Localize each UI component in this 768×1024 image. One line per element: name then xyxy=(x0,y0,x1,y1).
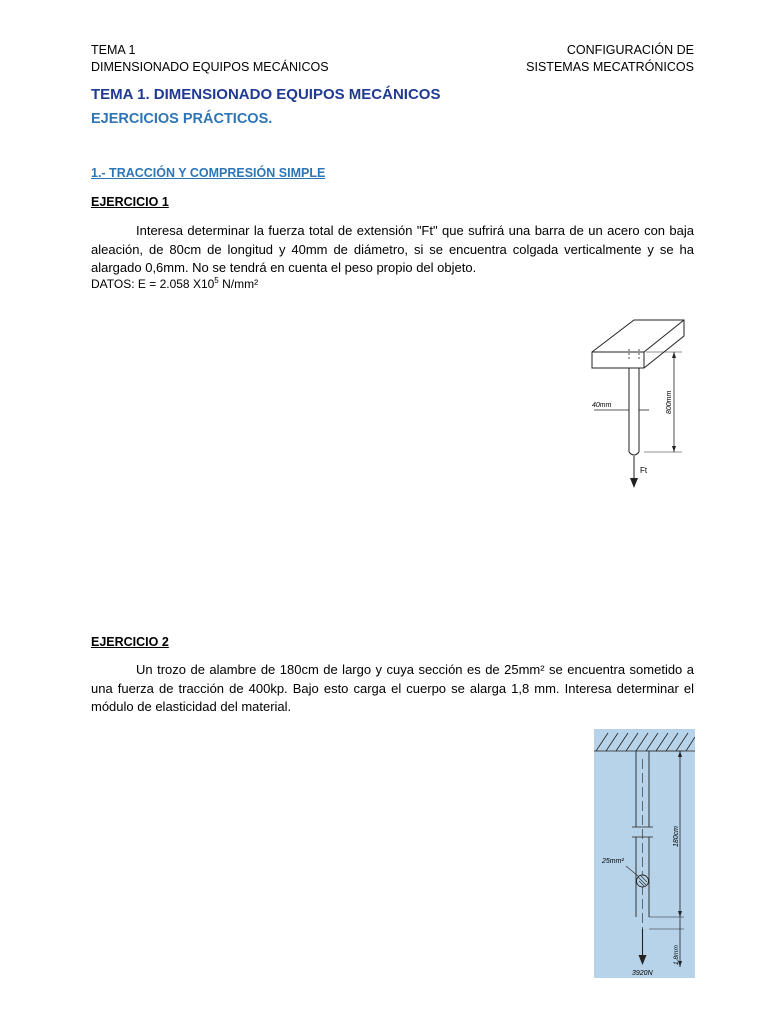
exercise2-title: EJERCICIO 2 xyxy=(91,635,169,649)
header-topic: TEMA 1 xyxy=(91,43,136,57)
section-heading: 1.- TRACCIÓN Y COMPRESIÓN SIMPLE xyxy=(91,166,326,180)
wire-length-label: 180cm xyxy=(673,825,680,847)
exercise1-text: Interesa determinar la fuerza total de extensión "Ft" que sufrirá una barra de un acero con baja aleación, de 80cm de longitud y 40mm de diámetro, si se encuentra colgada verticalmente y se ha alargado 0,6mm. No se tendrá en cuenta el peso propio del objeto. xyxy=(91,223,694,275)
exercise1-title: EJERCICIO 1 xyxy=(91,195,169,209)
section-marker xyxy=(637,875,649,887)
force-label: Ft xyxy=(640,466,648,475)
wire-diagram-figure xyxy=(594,729,695,978)
header-subject-line2: SISTEMAS MECATRÓNICOS xyxy=(526,60,694,74)
document-subtitle: EJERCICIOS PRÁCTICOS. xyxy=(91,111,273,127)
elongation-label: 1,8mm xyxy=(673,945,680,965)
document-title: TEMA 1. DIMENSIONADO EQUIPOS MECÁNICOS xyxy=(91,86,441,103)
datos-exponent: 5 xyxy=(214,276,219,285)
datos-prefix: DATOS: E = 2.058 X10 xyxy=(91,277,215,291)
exercise1-data xyxy=(91,276,258,291)
header-right xyxy=(526,42,694,76)
tension-force-label: 3920N xyxy=(632,970,653,977)
force-arrow-icon xyxy=(630,478,638,488)
exercise2-text: Un trozo de alambre de 180cm de largo y cuya sección es de 25mm² se encuentra sometido a una fuerza de tracción de 400kp. Bajo esto carga el cuerpo se alarga 1,8 mm. Interesa determinar el módulo de elasticidad del material. xyxy=(91,662,694,714)
length-label: 800mm xyxy=(666,390,673,414)
diameter-label: 40mm xyxy=(592,402,612,409)
datos-suffix: N/mm² xyxy=(218,277,259,291)
header-subject-line1: CONFIGURACIÓN DE xyxy=(566,43,694,57)
section-label: 25mm² xyxy=(602,858,624,865)
exercise2-statement xyxy=(91,661,694,717)
bar-diagram-figure xyxy=(584,316,696,494)
exercise1-statement xyxy=(91,222,694,278)
header-left xyxy=(91,42,329,76)
header-course: DIMENSIONADO EQUIPOS MECÁNICOS xyxy=(91,60,329,74)
